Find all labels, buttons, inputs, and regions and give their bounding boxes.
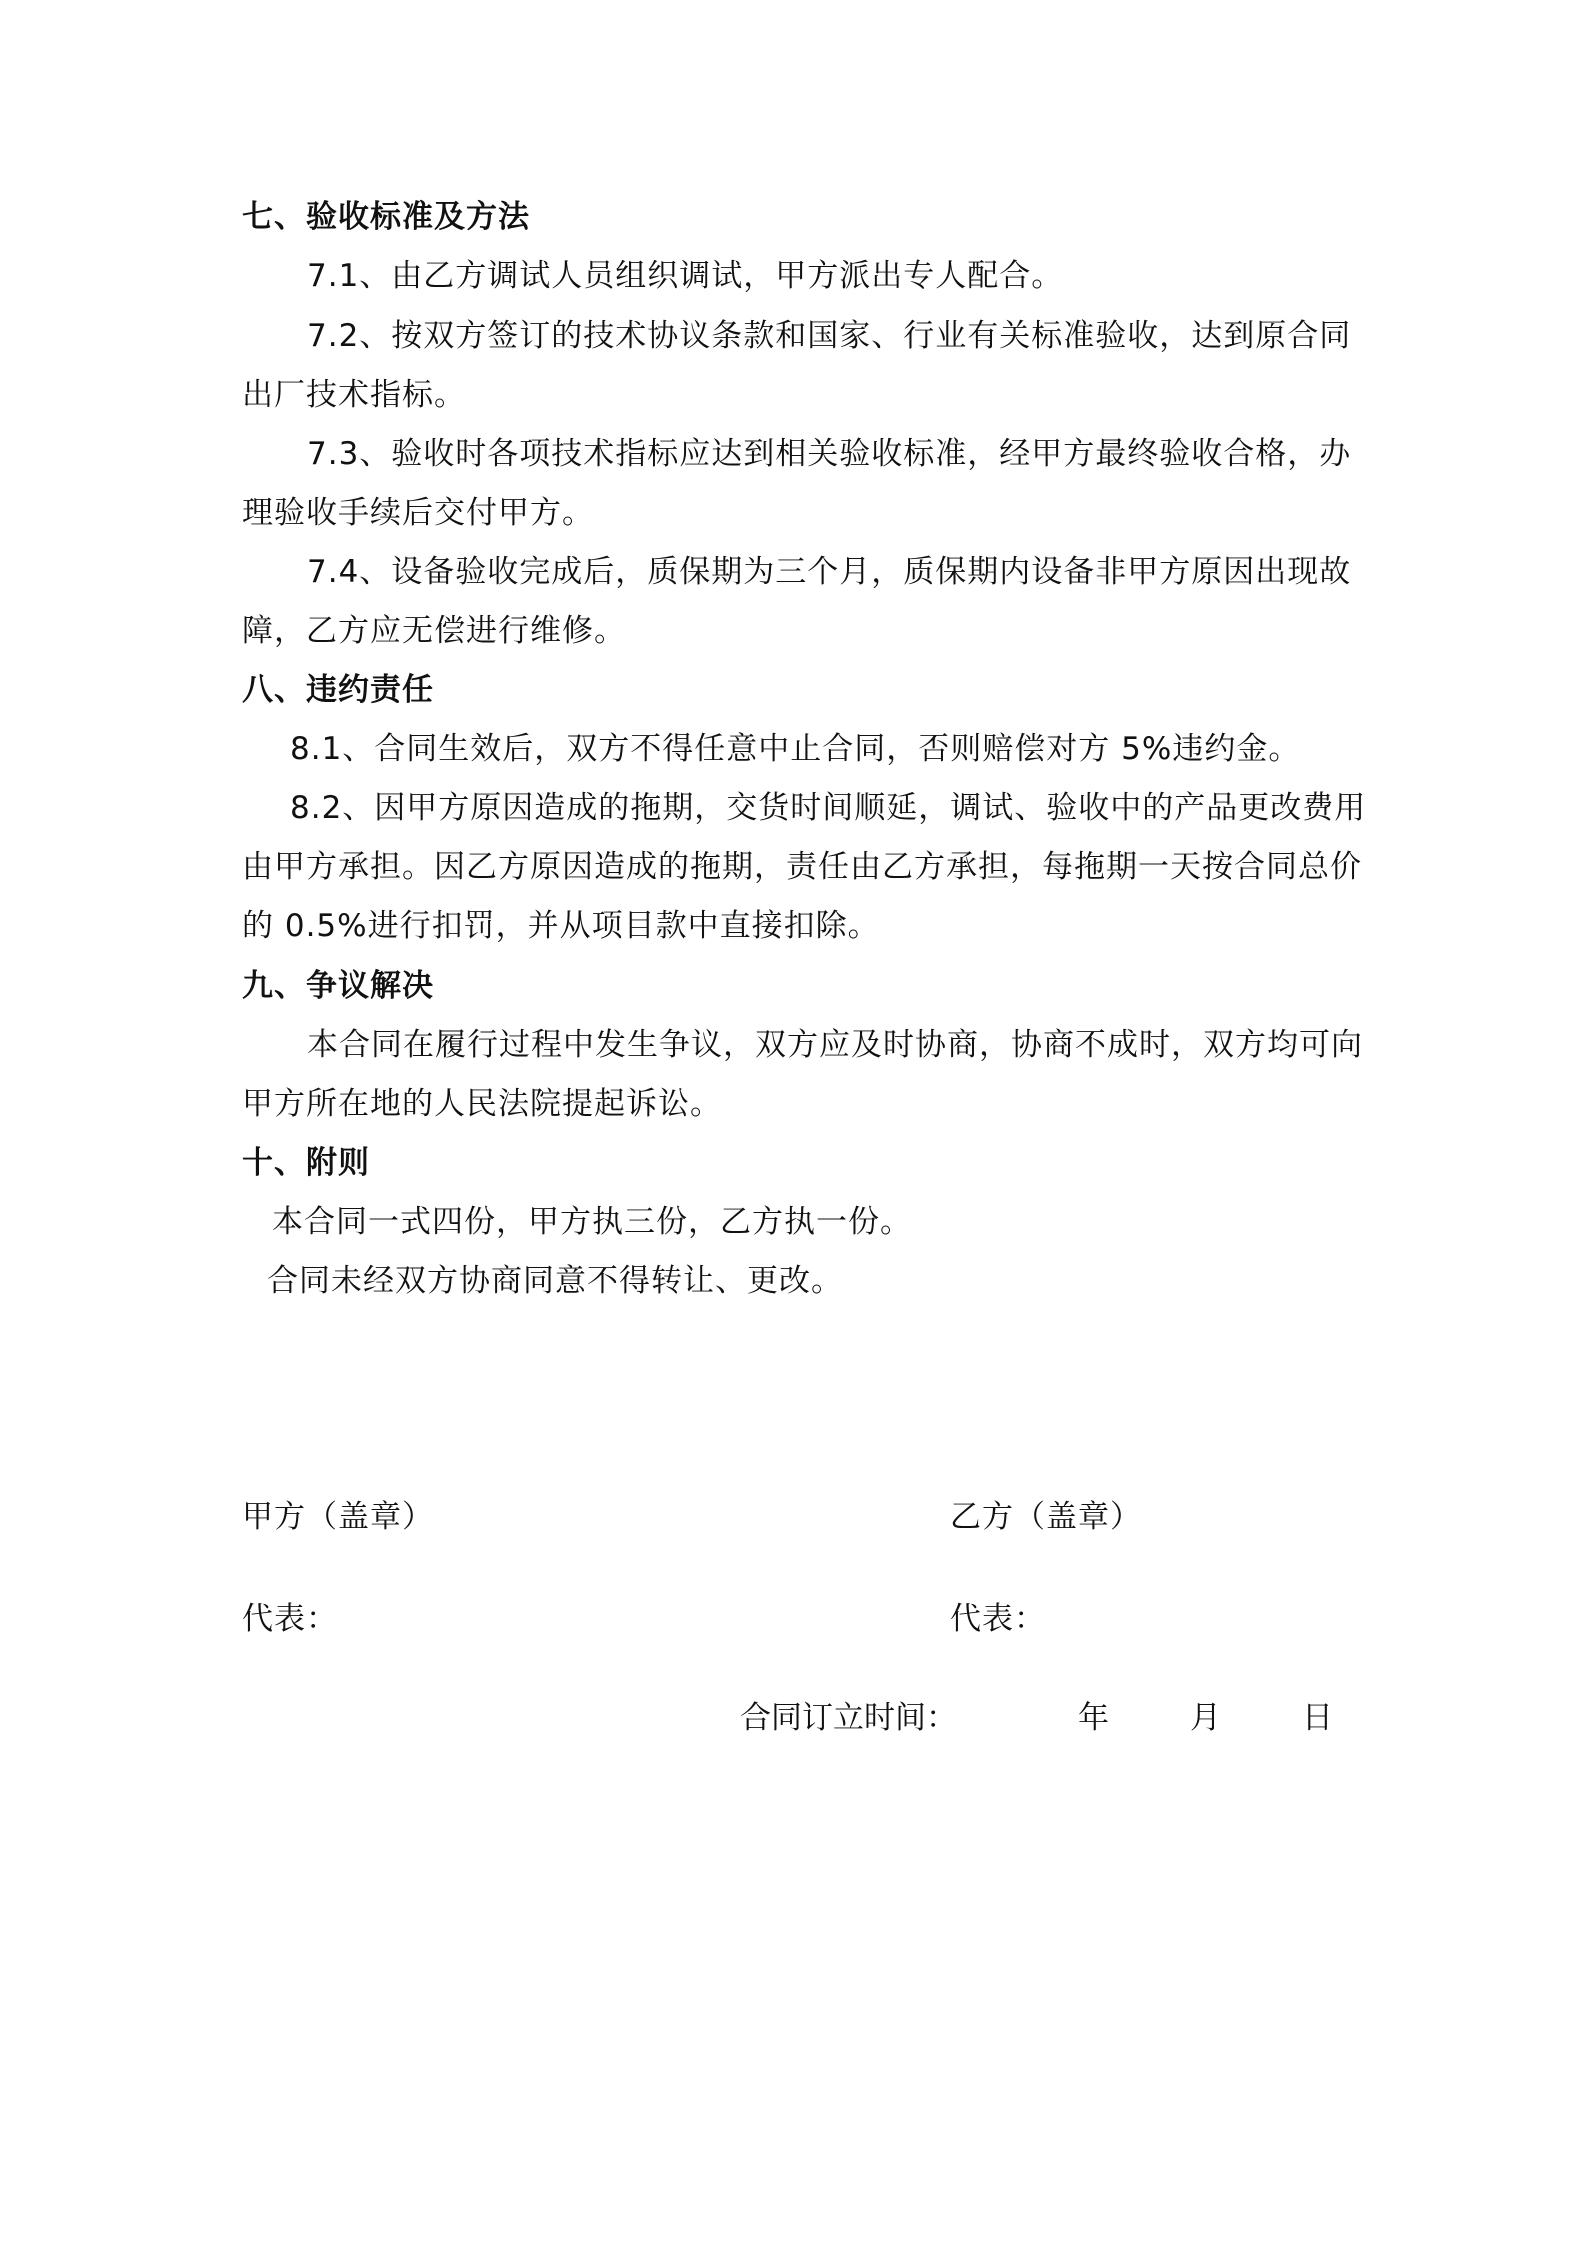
clause-8-2-line-1: 8.2、因甲方原因造成的拖期，交货时间顺延，调试、验收中的产品更改费用 (290, 790, 1367, 826)
section-10-heading: 十、附则 (242, 1145, 370, 1181)
clause-9-line-2: 甲方所在地的人民法院提起诉讼。 (242, 1086, 722, 1122)
clause-7-2-line-1: 7.2、按双方签订的技术协议条款和国家、行业有关标准验收，达到原合同 (307, 318, 1352, 354)
clause-10-copies: 本合同一式四份，甲方执三份，乙方执一份。 (272, 1204, 912, 1240)
date-year-label: 年 (1078, 1700, 1109, 1736)
clause-8-2-line-2: 由甲方承担。因乙方原因造成的拖期，责任由乙方承担，每拖期一天按合同总价 (242, 849, 1362, 885)
party-b-representative-label: 代表： (950, 1601, 1046, 1637)
contract-date-label: 合同订立时间： (740, 1700, 957, 1736)
party-b-seal-label: 乙方（盖章） (950, 1499, 1142, 1535)
clause-9-line-1: 本合同在履行过程中发生争议，双方应及时协商，协商不成时，双方均可向 (307, 1027, 1363, 1063)
section-7-heading: 七、验收标准及方法 (242, 199, 530, 235)
date-day-label: 日 (1302, 1700, 1333, 1736)
section-8-heading: 八、违约责任 (242, 672, 434, 708)
clause-8-2-line-3: 的 0.5%进行扣罚，并从项目款中直接扣除。 (242, 908, 880, 944)
party-a-seal-label: 甲方（盖章） (242, 1499, 434, 1535)
date-month-label: 月 (1190, 1700, 1221, 1736)
section-9-heading: 九、争议解决 (242, 968, 434, 1004)
clause-7-4-line-2: 障，乙方应无偿进行维修。 (242, 613, 626, 649)
clause-7-1: 7.1、由乙方调试人员组织调试，甲方派出专人配合。 (307, 258, 1064, 294)
clause-7-4-line-1: 7.4、设备验收完成后，质保期为三个月，质保期内设备非甲方原因出现故 (307, 554, 1352, 590)
party-a-representative-label: 代表： (242, 1601, 338, 1637)
clause-7-2-line-2: 出厂技术指标。 (242, 377, 466, 413)
clause-7-3-line-2: 理验收手续后交付甲方。 (242, 495, 594, 531)
clause-10-transfer: 合同未经双方协商同意不得转让、更改。 (267, 1263, 843, 1299)
clause-8-1: 8.1、合同生效后，双方不得任意中止合同，否则赔偿对方 5%违约金。 (290, 731, 1301, 767)
clause-7-3-line-1: 7.3、验收时各项技术指标应达到相关验收标准，经甲方最终验收合格，办 (307, 436, 1352, 472)
